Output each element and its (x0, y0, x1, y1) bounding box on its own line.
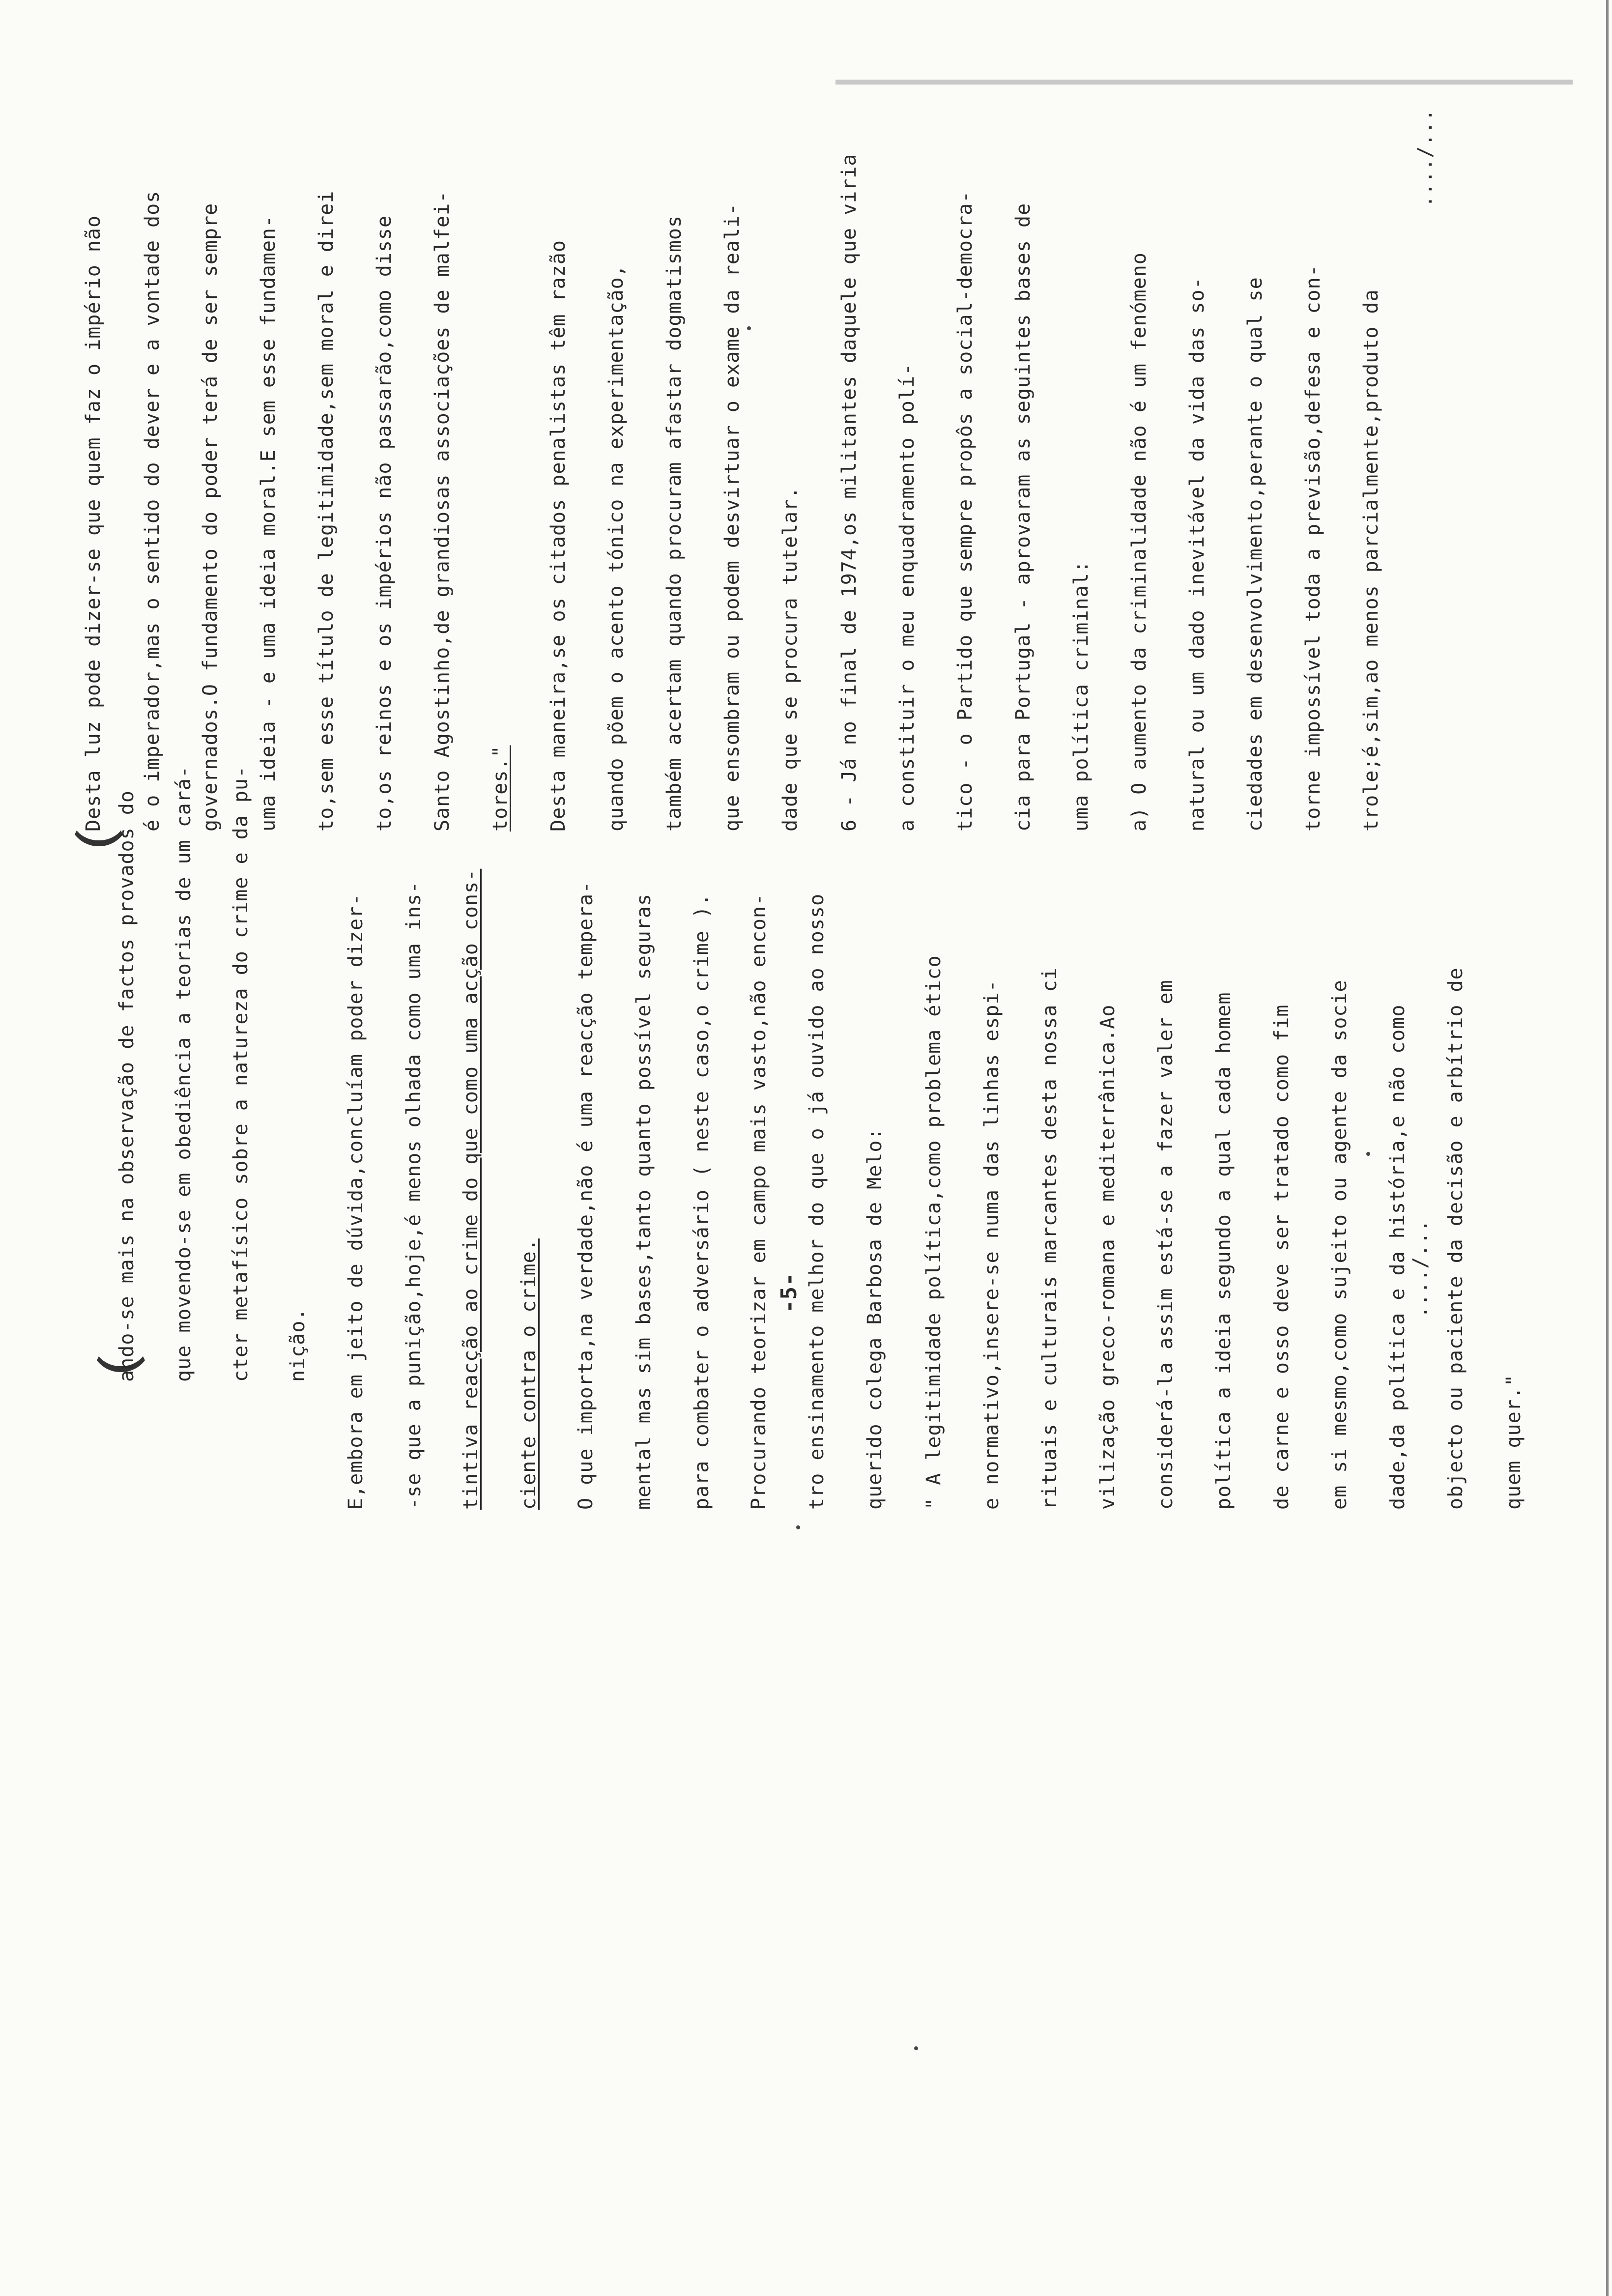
text-line: to,sem esse título de legitimidade,sem moral e direi (315, 190, 338, 832)
speck (914, 2046, 918, 2050)
text-line: também acertam quando procuram afastar dogmatismos (663, 215, 686, 832)
quote-line: política a ideia segundo a qual cada homem (1212, 992, 1235, 1510)
text-line: uma política criminal: (1070, 560, 1093, 832)
text-line-underlined: tores." (489, 745, 512, 832)
list-item-line: ciedades em desenvolvimento,perante o qual se (1244, 277, 1267, 832)
text-line: Procurando teorizar em campo mais vasto,não encon- (748, 893, 770, 1510)
text-line: é o imperador,mas o sentido do dever e a vontade dos (141, 190, 164, 832)
text-line: Desta luz pode dizer-se que quem faz o império não (82, 215, 105, 832)
text-line: governados.O fundamento do poder terá de ser sempre (199, 202, 222, 832)
text-line: Santo Agostinho,de grandiosas associações de malfei- (431, 190, 454, 832)
list-item-line: trole;é,sim,ao menos parcialmente,produto da (1360, 289, 1382, 832)
list-item-line: natural ou um dado inevitável da vida das so- (1186, 277, 1209, 832)
speck (796, 1525, 800, 1529)
text-line: cia para Portugal - aprovaram as seguintes bases de (1012, 202, 1035, 832)
text-line: para combater o adversário ( neste caso,o crime ). (691, 893, 713, 1510)
text-line: to,os reinos e os impérios não passarão,como disse (373, 215, 396, 832)
text-line: tro ensinamento melhor do que o já ouvido ao nosso (806, 893, 828, 1510)
fold-line (835, 80, 1573, 85)
text-line: -se que a punição,hoje,é menos olhada como uma ins- (403, 881, 425, 1510)
text-line: cter metafísico sobre a natureza do crime e da pu- (230, 765, 252, 1382)
quote-line: rituais e culturais marcantes desta nossa ci (1038, 967, 1061, 1510)
text-line: que movendo-se em obediência a teorias de um cará- (173, 765, 195, 1382)
speck (1366, 1152, 1370, 1156)
text-line: que ensombram ou podem desvirtuar o exame da reali- (721, 202, 744, 832)
speck (747, 326, 751, 330)
text-line: nição. (287, 1308, 309, 1382)
text-line: querido colega Barbosa de Melo: (864, 1127, 886, 1510)
text-line: mental mas sim bases,tanto quanto possível seguras (633, 893, 655, 1510)
quote-line: objecto ou paciente da decisão e arbítrio de (1444, 967, 1467, 1510)
quote-line: quem quer." (1502, 1374, 1525, 1510)
scan-edge-line (1606, 0, 1609, 2296)
quote-line: de carne e osso deve ser tratado como fim (1270, 1004, 1293, 1510)
text-line: E,embora em jeito de dúvida,concluíam poder dizer- (345, 893, 367, 1510)
continuation-mark: ..../... (1414, 109, 1437, 207)
quote-line: " A legitimidade política,como problema ético (922, 955, 945, 1510)
continuation-mark: ..../... (1409, 1219, 1432, 1318)
text-line: Desta maneira,se os citados penalistas têm razão (547, 240, 570, 832)
section-line: 6 - Já no final de 1974,os militantes daquele que viria (838, 153, 861, 832)
quote-line: em si mesmo,como sujeito ou agente da socie (1328, 979, 1351, 1510)
quote-line: vilização greco-romana e mediterrânica.Ao (1096, 1004, 1119, 1510)
quote-line: e normativo,insere-se numa das linhas espi- (980, 979, 1003, 1510)
text-line: O que importa,na verdade,não é uma reacção tempera- (575, 881, 597, 1510)
text-line: quando põem o acento tónico na experimentação, (605, 264, 628, 832)
text-line: tico - o Partido que sempre propôs a social-democra- (954, 190, 977, 832)
text-line: ando-se mais na observação de factos provados do (115, 790, 138, 1382)
list-item-line: a) O aumento da criminalidade não é um fenómeno (1128, 252, 1151, 832)
text-line: a constituir o meu enquadramento polí- (896, 363, 919, 832)
quote-line: dade,da política e da história,e não como (1386, 1004, 1409, 1510)
quote-line: considerá-la assim está-se a fazer valer em (1154, 979, 1177, 1510)
text-line-underlined: ciente contra o crime. (518, 1238, 540, 1510)
text-line-underlined: tintiva reacção ao crime do que como uma acção cons- (460, 868, 482, 1510)
text-line: dade que se procura tutelar. (779, 486, 802, 832)
list-item-line: torne impossível toda a previsão,defesa e con- (1302, 264, 1324, 832)
text-line: uma ideia - e uma ideia moral.E sem esse fundamen- (257, 215, 280, 832)
page-number: -5- (777, 1272, 802, 1313)
